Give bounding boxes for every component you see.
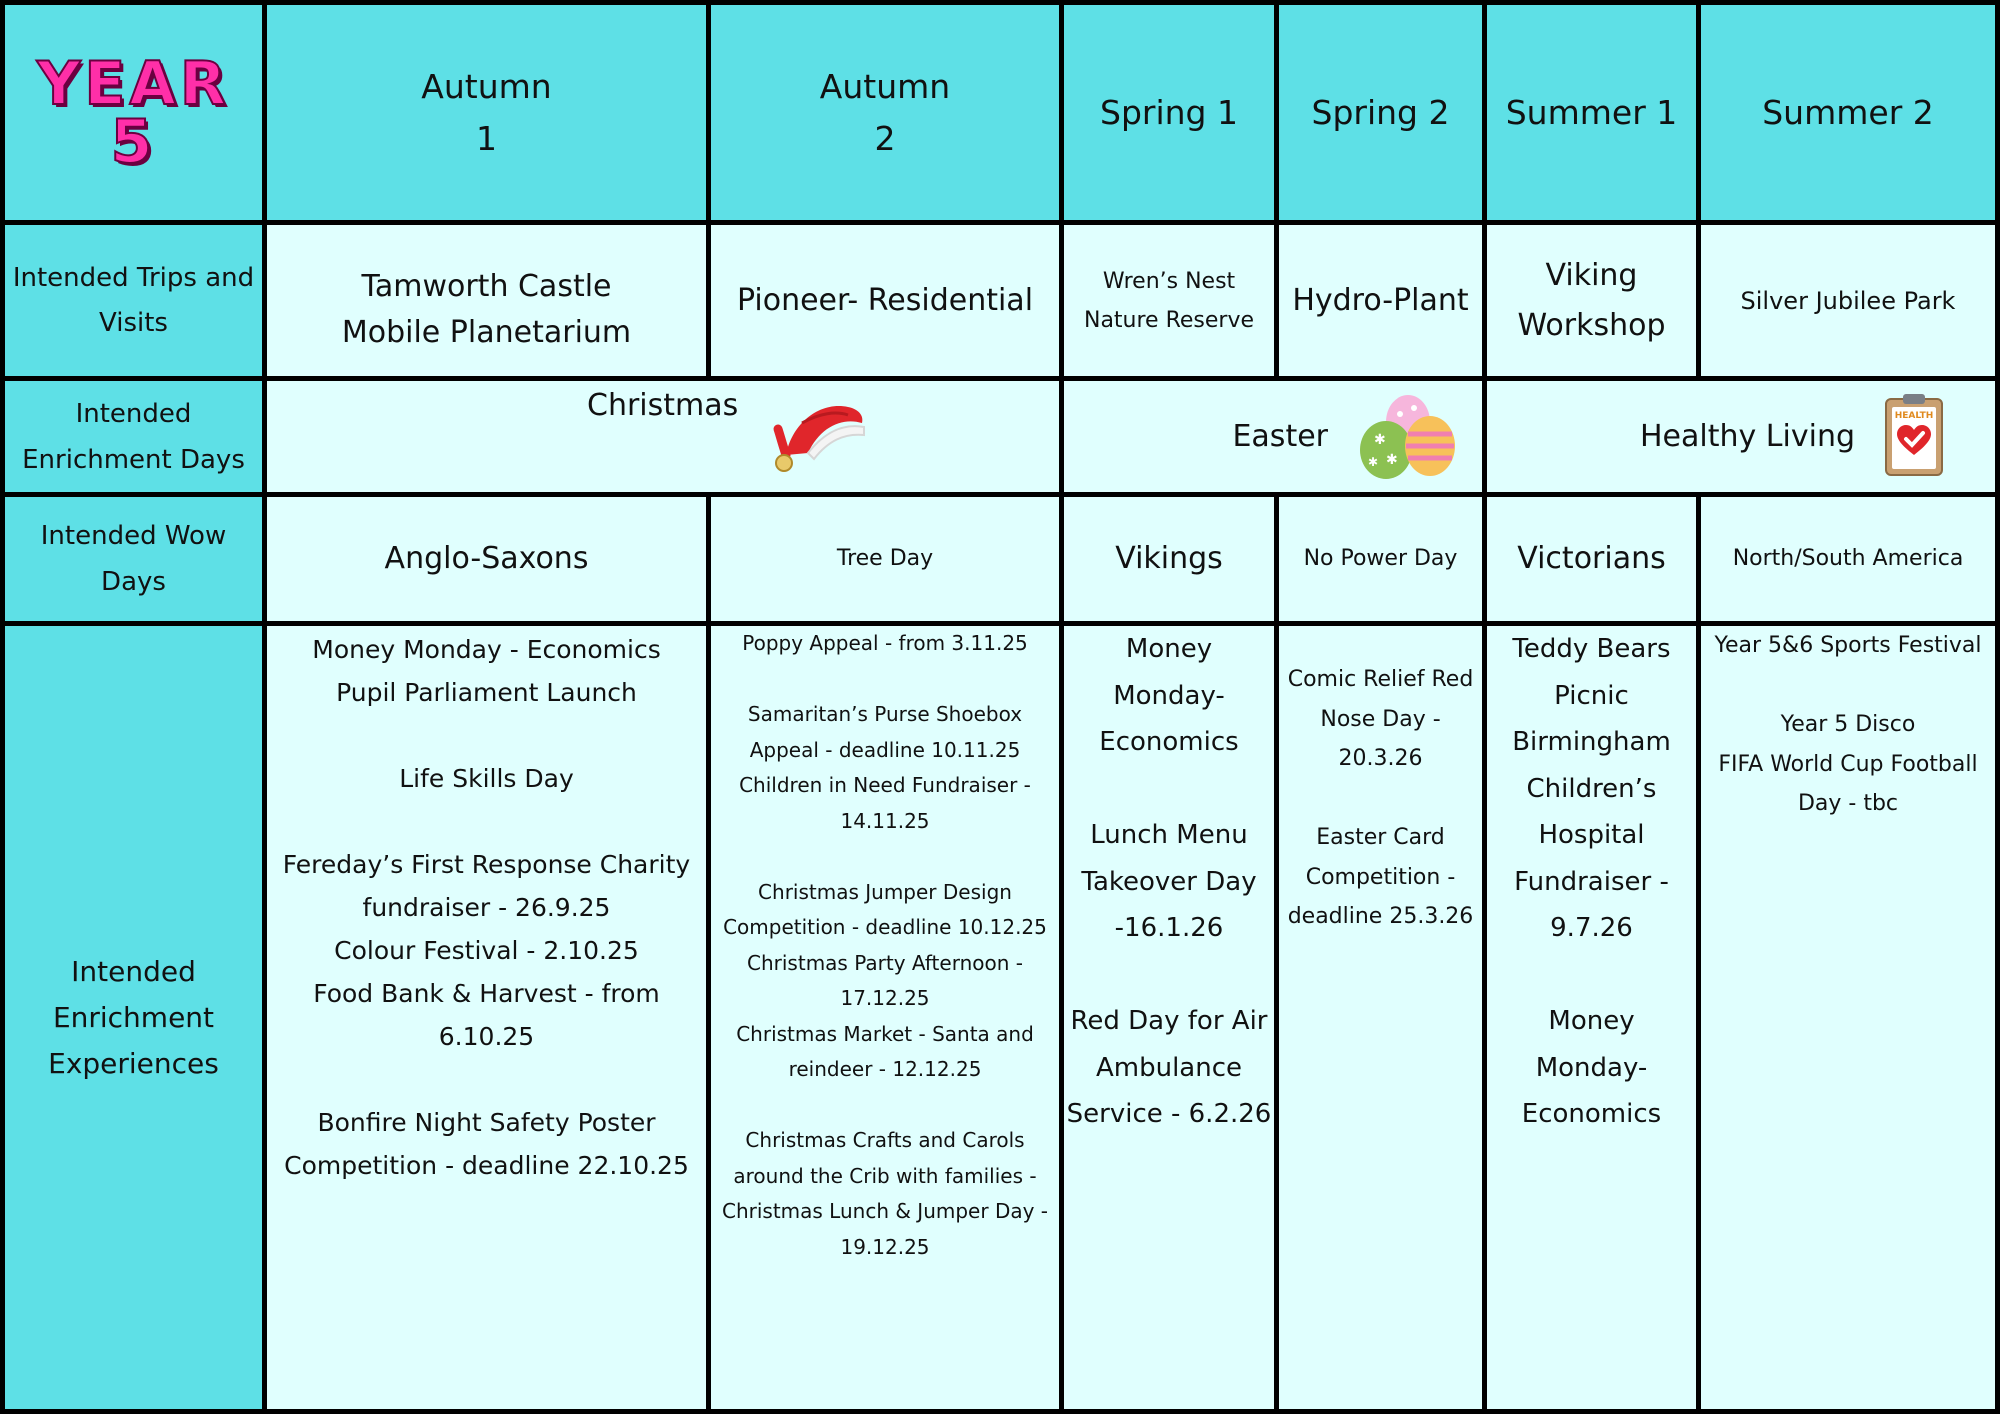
trip-summer-2 xyxy=(1701,225,1995,376)
term-header-summer-2 xyxy=(1701,5,1995,220)
wow-text: No Power Day xyxy=(1303,546,1458,571)
year-logo-cell xyxy=(5,5,262,220)
trip-text: Wren’s Nest Nature Reserve xyxy=(1083,268,1255,333)
wow-text: North/South America xyxy=(1732,546,1964,571)
svg-text:✱: ✱ xyxy=(1374,431,1386,448)
term-label: Autumn 1 xyxy=(421,66,552,158)
row-label-wow-days xyxy=(5,497,262,621)
trip-summer-1 xyxy=(1487,225,1696,376)
clipboard-clip xyxy=(1903,394,1925,404)
health-sign-text: HEALTH xyxy=(1894,410,1934,421)
term-label: Summer 1 xyxy=(1505,92,1678,132)
trip-text: Pioneer- Residential xyxy=(736,282,1034,318)
svg-text:✱: ✱ xyxy=(1368,454,1379,469)
trip-autumn-1 xyxy=(267,225,706,376)
term-label: Spring 2 xyxy=(1311,92,1450,132)
term-label: Autumn 2 xyxy=(819,66,951,158)
experiences-summer-1 xyxy=(1487,626,1696,1409)
experiences-summer-2 xyxy=(1701,626,1995,1409)
enrichment-day-healthy-living xyxy=(1487,381,1995,492)
row-label: Intended Trips and Visits xyxy=(12,262,255,338)
term-label: Summer 2 xyxy=(1762,92,1934,132)
wow-autumn-1 xyxy=(267,497,706,621)
wow-summer-1 xyxy=(1487,497,1696,621)
wow-text: Victorians xyxy=(1517,541,1666,576)
experiences-text: Poppy Appeal - from 3.11.25 Samaritan’s Purse Shoebox Appeal - deadline 10.11.25 Children in Need Fundraiser - 14.11.25 Christmas Jumper Design Competition - deadline 10.12.25 Christmas Party Afternoon - 17.12.25 Christmas Market - Santa and reindeer - 12.12.25 Christmas Crafts and Carols around the Crib with families - Christmas Lunch & Jumper Day - 19.12.25 xyxy=(721,631,1049,1259)
easter-eggs-icon xyxy=(1356,392,1460,482)
year-logo: YEAR 5 xyxy=(36,48,231,177)
term-header-autumn-2 xyxy=(711,5,1059,220)
experiences-text: Money Monday- Economics Lunch Menu Takeover Day -16.1.26 Red Day for Air Ambulance Service - 6.2.26 xyxy=(1066,634,1272,1129)
row-label: Intended Enrichment Days xyxy=(22,398,245,475)
trip-text: Hydro-Plant xyxy=(1292,282,1469,318)
row-label: Intended Enrichment Experiences xyxy=(48,954,219,1080)
term-header-spring-1 xyxy=(1064,5,1274,220)
trip-text: Viking Workshop xyxy=(1517,257,1666,343)
wow-spring-1 xyxy=(1064,497,1274,621)
enrichment-day-easter xyxy=(1064,381,1482,492)
wow-text: Anglo-Saxons xyxy=(384,541,589,576)
healthy-living-label: Healthy Living xyxy=(1640,418,1855,454)
term-header-spring-2 xyxy=(1279,5,1482,220)
row-label-trips xyxy=(5,225,262,376)
wow-spring-2 xyxy=(1279,497,1482,621)
wow-text: Vikings xyxy=(1115,541,1223,576)
experiences-spring-2 xyxy=(1279,626,1482,1409)
row-label-enrichment-experiences xyxy=(5,626,262,1409)
experiences-text: Year 5&6 Sports Festival Year 5 Disco FIFA World Cup Football Day - tbc xyxy=(1714,633,1982,816)
enrichment-day-christmas xyxy=(267,381,1059,492)
term-header-summer-1 xyxy=(1487,5,1696,220)
wow-summer-2 xyxy=(1701,497,1995,621)
santa-hat-icon xyxy=(772,393,868,473)
christmas-label: Christmas xyxy=(587,388,739,423)
heart-check-icon xyxy=(1897,425,1931,457)
row-label: Intended Wow Days xyxy=(40,521,227,597)
trip-spring-1 xyxy=(1064,225,1274,376)
experiences-text: Comic Relief Red Nose Day - 20.3.26 Easter Card Competition - deadline 25.3.26 xyxy=(1287,667,1474,929)
row-label-enrichment-days xyxy=(5,381,262,492)
experiences-autumn-1 xyxy=(267,626,706,1409)
wow-text: Tree Day xyxy=(836,546,934,571)
experiences-text: Teddy Bears Picnic Birmingham Children’s Hospital Fundraiser - 9.7.26 Money Monday- Economics xyxy=(1512,634,1671,1129)
wow-autumn-2 xyxy=(711,497,1059,621)
trip-autumn-2 xyxy=(711,225,1059,376)
experiences-spring-1 xyxy=(1064,626,1274,1409)
svg-text:✱: ✱ xyxy=(1386,451,1398,468)
term-header-autumn-1 xyxy=(267,5,706,220)
trip-text: Silver Jubilee Park xyxy=(1740,286,1956,315)
experiences-text: Money Monday - Economics Pupil Parliament Launch Life Skills Day Fereday’s First Response Charity fundraiser - 26.9.25 Colour Festival - 2.10.25 Food Bank & Harvest - from 6.10.25 Bonfire Night Safety Poster Competition - deadline 22.10.25 xyxy=(282,635,691,1180)
clipboard-paper xyxy=(1892,407,1936,469)
experiences-autumn-2 xyxy=(711,626,1059,1409)
trip-text: Tamworth Castle Mobile Planetarium xyxy=(341,268,632,350)
term-label: Spring 1 xyxy=(1100,92,1238,132)
trip-spring-2 xyxy=(1279,225,1482,376)
easter-label: Easter xyxy=(1232,418,1328,454)
health-clipboard-icon xyxy=(1885,398,1943,476)
